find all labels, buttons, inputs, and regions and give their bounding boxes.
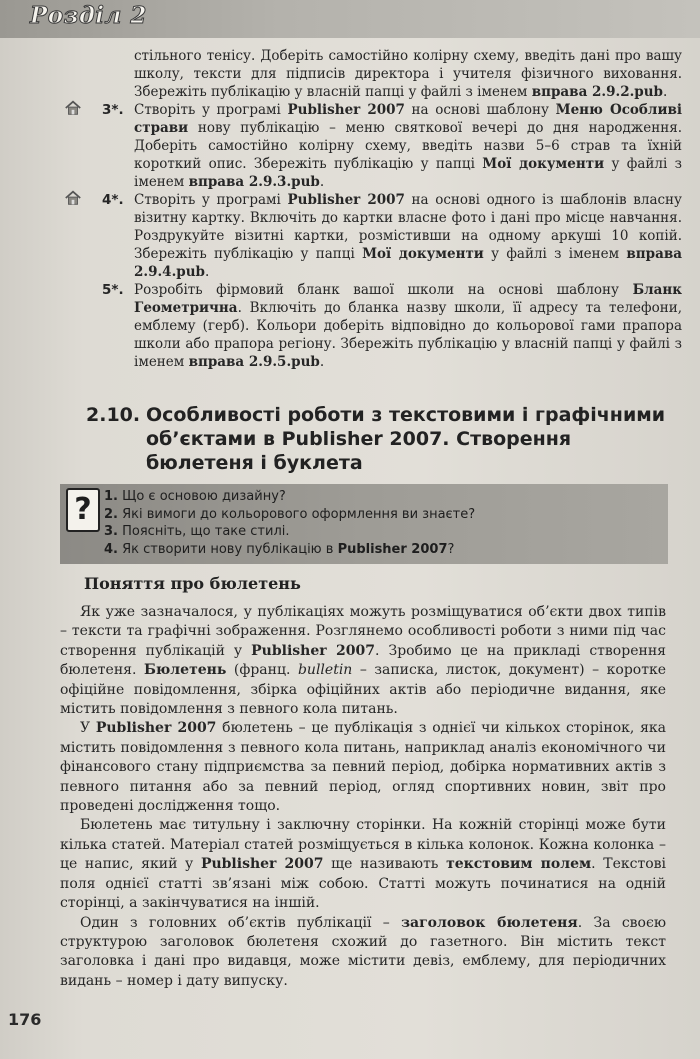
exercise-text-run: .	[204, 264, 210, 280]
question-item: 1. Що є основою дизайну?	[104, 489, 286, 504]
exercise-item	[102, 191, 682, 281]
exercise-text-run: Розробіть фірмовий бланк вашої школи на основі шаблону	[134, 282, 633, 298]
paragraph	[60, 603, 666, 719]
chapter-label: Розділ 2	[30, 2, 147, 29]
exercise-text-run: Меню Особливі страви	[134, 102, 682, 136]
exercise-text-run: Створіть у програмі	[134, 192, 288, 208]
exercise-number: 4*.	[102, 192, 124, 208]
text-run: Publisher 2007	[200, 856, 324, 873]
text-run: текстовим полем	[446, 856, 592, 873]
exercise-text-run: .	[662, 84, 668, 100]
exercise-text-run: стільного тенісу. Доберіть самостійно колірну схему, введіть дані про вашу школу, тексти для підписів директора і учителя фізичного виховання. Збережіть публікацію у власній папці у файлі з іменем	[134, 48, 682, 100]
question-item: 2. Які вимоги до кольорового оформлення ви знаєте?	[104, 506, 476, 522]
question-mark-icon: ?	[66, 488, 100, 532]
text-run: заголовок бюлетеня	[401, 914, 578, 931]
text-run: Бюлетень	[143, 662, 227, 679]
exercise-text-run: Publisher 2007	[287, 102, 405, 118]
text-run: У	[80, 720, 96, 737]
section-heading	[86, 403, 666, 475]
text-run: . За своєю структурою заголовок бюлетеня схожий до газетного. Він містить текст заголовка і дані про видавця, може містити девіз, емблему, для періодичних видань – номер і дату випуску.	[60, 914, 667, 989]
paragraph	[60, 914, 666, 992]
exercise-item	[102, 281, 682, 371]
chapter-header-band	[0, 0, 700, 38]
text-run: Як уже зазначалося, у публікаціях можуть розміщуватися об’єкти двох типів – тексти та графічні зображення. Розглянемо особливості роботи з ними під час створення публікацій у	[60, 604, 666, 659]
question-item: 4. Як створити нову публікацію в Publisher 2007?	[104, 541, 455, 557]
exercise-text-run: Мої документи	[482, 156, 605, 172]
exercise-number: 5*.	[102, 282, 124, 298]
exercise-item	[102, 101, 683, 191]
text-run: бюлетень – це публікація з однієї чи кількох сторінок, яка містить повідомлення з певного кола питань, наприклад аналіз економічного чи фінансового стану підприємства за певний період, добірка нормативних актів з певного питання або за певний період, огляд спортивних новин, звіт про проведені дослідження тощо.	[60, 720, 666, 815]
section-number: 2.10.	[86, 404, 141, 426]
exercise-text-run: . Включіть до бланка назву школи, її адресу та телефони, емблему (герб). Кольори доберіть відповідно до кольорової гами прапора школи або прапора регіону. Збережіть публікацію у власній папці у файлі з іменем	[134, 300, 682, 370]
exercise-number: 3*.	[102, 102, 124, 118]
review-questions-list	[104, 488, 664, 558]
text-run: Publisher 2007	[251, 642, 376, 659]
text-run: – записка, листок, документ) – коротке офіційне повідомлення, збірка офіційних актів або періодичне видання, яке містить повідомлення з певного кола питань.	[60, 662, 667, 718]
paragraph	[60, 816, 666, 913]
exercise-text	[134, 48, 682, 100]
exercise-text-run: у файлі з іменем	[483, 246, 627, 262]
review-questions-box	[60, 484, 668, 564]
question-item: 3. Поясніть, що таке стилі.	[104, 524, 290, 539]
exercise-text-run: Мої документи	[362, 246, 484, 262]
exercise-text-run: вправа 2.9.5.pub	[188, 354, 320, 370]
body-text	[60, 603, 666, 991]
home-icon	[64, 189, 82, 207]
exercise-text-run: вправа 2.9.3.pub	[188, 174, 320, 190]
exercise-text-run: вправа 2.9.4.pub	[134, 246, 682, 280]
text-run: (франц.	[226, 662, 298, 679]
text-run: . Зробимо це на прикладі створення бюлетеня.	[60, 642, 666, 679]
text-run: bulletin	[297, 662, 353, 679]
text-run: ще називають	[323, 856, 447, 873]
text-run: Один з головних об’єктів публікації –	[80, 914, 402, 931]
exercise-text-run: нову публікацію – меню святкової вечері до дня народження. Доберіть самостійно колірну схему, введіть назви 5–6 страв та їхній короткий опис. Збережіть публікацію у папці	[134, 120, 682, 172]
text-run: Publisher 2007	[95, 720, 217, 737]
exercise-text-run: .	[319, 354, 325, 370]
exercise-text-run: Створіть у програмі	[134, 102, 288, 118]
exercise-text-run: на основі шаблону	[404, 102, 556, 118]
page-number: 176	[8, 1010, 42, 1029]
exercise-text-run: Publisher 2007	[287, 192, 405, 208]
exercise-text	[134, 102, 682, 190]
exercise-item	[134, 47, 682, 101]
exercise-text	[134, 192, 682, 280]
paragraph	[60, 719, 666, 816]
subsection-heading: Поняття про бюлетень	[84, 574, 301, 593]
home-icon	[64, 99, 82, 117]
text-run: Бюлетень має титульну і заключну сторінки. На кожній сторінці може бути кілька статей. Матеріал статей розміщується в кілька колонок. Кожна колонка – це напис, який у	[60, 817, 666, 873]
exercise-text-run: Бланк Геометрична	[134, 282, 682, 316]
exercise-text-run: у файлі з іменем	[134, 156, 683, 190]
exercise-text-run: на основі одного із шаблонів власну візитну картку. Включіть до картки власне фото і дані про місце навчання. Роздрукуйте візитні картки, розмістивши на одному аркуші 10 копій. Збережіть публікацію у папці	[134, 192, 682, 262]
exercise-text	[134, 282, 682, 370]
exercise-list	[102, 47, 683, 371]
text-run: . Текстові поля однієї статті зв’язані між собою. Статті можуть починатися на одній сторінці, а закінчуватися на іншій.	[60, 856, 666, 912]
exercise-text-run: .	[319, 174, 325, 190]
exercise-text-run: вправа 2.9.2.pub	[531, 84, 663, 100]
section-title: Особливості роботи з текстовими і графічними об’єктами в Publisher 2007. Створення бюлетеня і буклета	[146, 404, 666, 474]
